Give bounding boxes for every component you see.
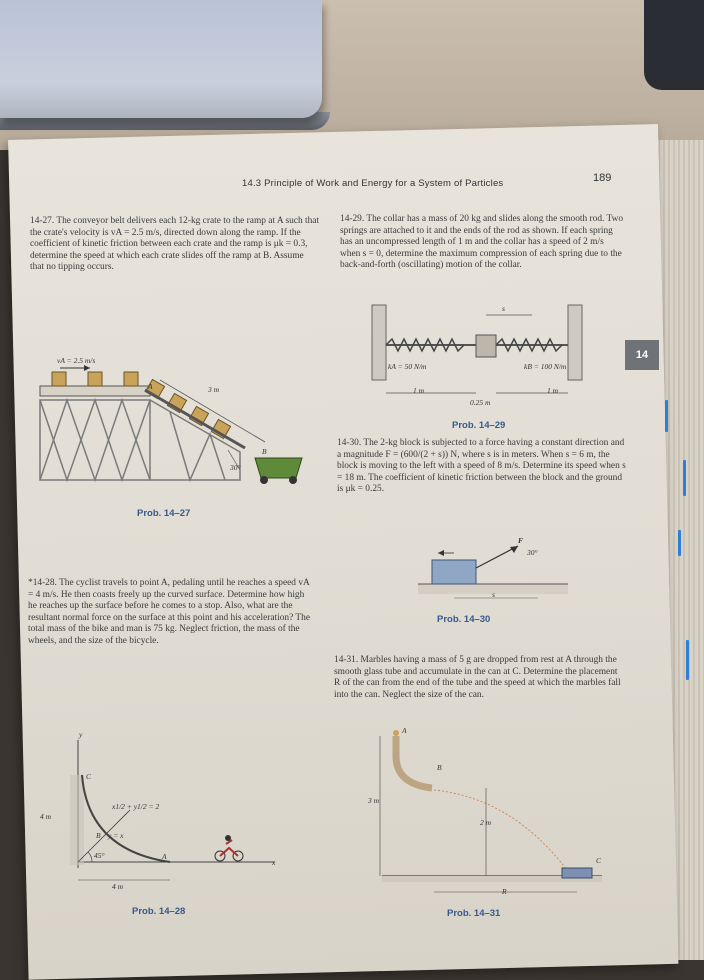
page-number: 189 [593, 172, 612, 184]
problem-14-30-text: 14-30. The 2-kg block is subjected to a force having a constant direction and a magnitude F = (600/(2 + s)) N, where s is in meters. When s = 6 m, the block is moving to the left with a speed of 8 m/s. Determine its speed when s = 18 m. The coefficient of kinetic friction between the block and the ground is μk = 0.25. [337, 438, 626, 495]
length-1m-right: 1 m [547, 386, 559, 395]
spring-b-label: kB = 100 N/m [524, 362, 567, 371]
marble-tube-figure [372, 728, 612, 898]
point-c-label: C [86, 772, 92, 781]
caption-14-28: Prob. 14–28 [132, 906, 186, 917]
height-4m-label: 4 m [40, 812, 52, 821]
force-f-label: F [518, 536, 524, 545]
displacement-s-label: s [502, 304, 505, 313]
point-b-label: B [437, 763, 442, 772]
height-2m-label: 2 m [480, 818, 492, 827]
ramp-length-label: 3 m [208, 385, 220, 394]
chapter-tab: 14 [625, 340, 659, 370]
problem-14-29-text: 14-29. The collar has a mass of 20 kg and slides along the smooth rod. Two springs are attached to it and the ends of the rod as shown. If each spring has an uncompressed length of 1 m and the collar has a speed of 2 m/s when s = 0, determine the maximum compression of each spring due to the back-and-forth (oscillating) motion of the collar. [340, 214, 624, 271]
point-a-label: A [402, 726, 407, 735]
running-header: 14.3 Principle of Work and Energy for a System of Particles [242, 178, 504, 189]
x-axis-label: x [272, 858, 276, 867]
point-c-label: C [596, 856, 602, 865]
point-b-label: B [262, 447, 267, 456]
caption-14-31: Prob. 14–31 [447, 908, 501, 919]
page-edge-mark [686, 640, 689, 680]
block-force-figure [418, 538, 578, 608]
point-b-line-label: B [96, 831, 101, 840]
velocity-label: vA = 2.5 m/s [57, 356, 96, 365]
conveyor-figure [40, 350, 310, 500]
caption-14-29: Prob. 14–29 [452, 420, 506, 431]
angle-45-label: 45° [94, 851, 105, 860]
problem-14-28-text: *14-28. The cyclist travels to point A, pedaling until he reaches a speed vA = 4 m/s. He then coasts freely up the curved surface. Determine how high he reaches up the surface before he comes to a stop. Also, what are the resultant normal force on the surface at this point and his acceleration? The total mass of the bike and man is 75 kg. Neglect friction, the mass of the wheels, and the size of the bicycle. [28, 578, 311, 646]
spring-a-label: kA = 50 N/m [388, 362, 427, 371]
caption-14-27: Prob. 14–27 [137, 508, 191, 519]
cyclist-curve-figure [60, 740, 280, 890]
height-3m-label: 3 m [368, 796, 380, 805]
page-edge-mark [665, 400, 668, 432]
length-1m-left: 1 m [413, 386, 425, 395]
laptop-lid [0, 0, 322, 118]
position-s-label: s [492, 590, 495, 599]
page-edge-mark [683, 460, 686, 496]
distance-r-label: R [502, 887, 507, 896]
line-y-equals-x-label: y = x [108, 831, 124, 840]
point-a-label: A [148, 382, 153, 391]
ramp-angle-label: 30° [230, 463, 241, 472]
page-edge-mark [678, 530, 681, 556]
problem-14-31-text: 14-31. Marbles having a mass of 5 g are dropped from rest at A through the smooth glass tube and accumulate in the can at C. Determine the placement R of the can from the end of the tube and the speed at which the marbles fall into the can. Neglect the size of the can. [334, 655, 621, 700]
width-4m-label: 4 m [112, 882, 124, 891]
force-angle-label: 30° [527, 548, 538, 557]
problem-14-27-text: 14-27. The conveyor belt delivers each 12-kg crate to the ramp at A such that the crate's velocity is vA = 2.5 m/s, directed down along the ramp. If the coefficient of kinetic friction between each crate and the ramp is μk = 0.3, determine the speed at which each crate slides off the ramp at B. Assume that no tipping occurs. [30, 216, 320, 273]
point-a-label: A [162, 852, 167, 861]
caption-14-30: Prob. 14–30 [437, 614, 491, 625]
dark-object [644, 0, 704, 90]
curve-equation-label: x1/2 + y1/2 = 2 [112, 802, 160, 811]
collar-width-label: 0.25 m [470, 398, 491, 407]
y-axis-label: y [79, 730, 83, 739]
